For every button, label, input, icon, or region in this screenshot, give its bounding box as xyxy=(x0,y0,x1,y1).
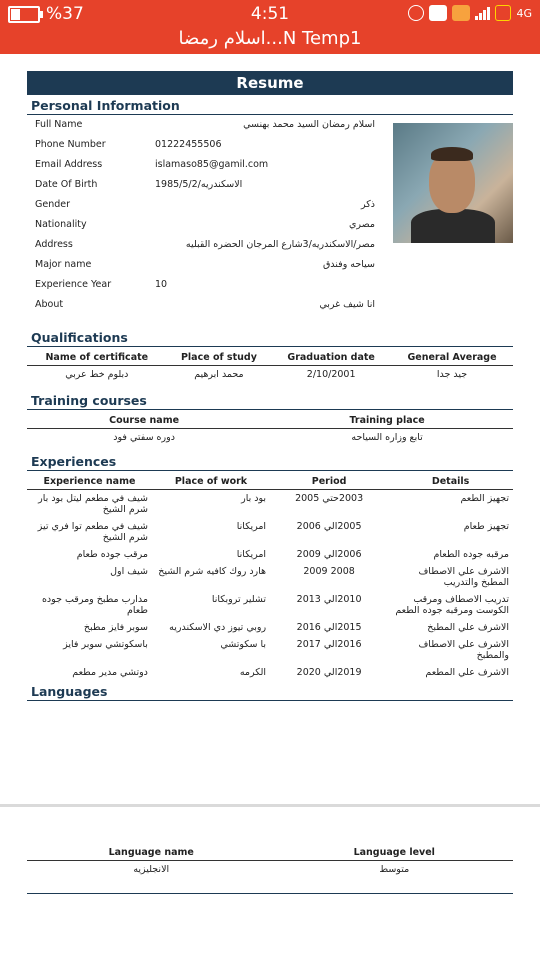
column-header: Place of work xyxy=(152,471,270,490)
table-cell: تجهيز الطعم xyxy=(460,493,509,504)
table-header-row xyxy=(27,410,513,429)
table-header-row xyxy=(27,471,513,490)
network-type: 4G xyxy=(516,6,532,20)
table-row xyxy=(27,490,513,519)
table-row xyxy=(27,861,513,886)
table-cell: 2016الي 2017 xyxy=(296,639,362,650)
table-cell: هارد روك كافيه شرم الشيخ xyxy=(158,566,267,577)
field-label: Experience Year xyxy=(35,279,112,290)
battery-percent: %37 xyxy=(46,4,84,24)
resume-document xyxy=(27,71,513,701)
field-label: Nationality xyxy=(35,219,87,230)
field-label: Gender xyxy=(35,199,71,210)
table-cell: سوبر فايز مطبخ xyxy=(83,622,148,633)
column-header: Course name xyxy=(27,410,261,429)
column-header: General Average xyxy=(391,347,513,366)
column-header: Period xyxy=(270,471,388,490)
field-value: سياحه وفندق xyxy=(322,259,375,270)
field-label: Date Of Birth xyxy=(35,179,98,190)
document-title: N Temp1...اسلام رمضا xyxy=(178,28,362,49)
table-row xyxy=(27,619,513,636)
table-cell: الانجليزيه xyxy=(133,864,170,875)
table-cell: تابع وزاره السياحه xyxy=(351,432,423,443)
table-cell: 2005الي 2006 xyxy=(296,521,362,532)
languages-heading: Languages xyxy=(27,681,513,701)
table-row xyxy=(27,366,513,391)
table-header-row xyxy=(27,842,513,861)
field-label: About xyxy=(35,299,64,310)
field-label: Phone Number xyxy=(35,139,106,150)
table-cell: 2003حتي 2005 xyxy=(295,493,364,504)
field-value: 1985/5/2/الاسكندريه xyxy=(155,179,243,190)
field-value: islamaso85@gamil.com xyxy=(155,159,269,170)
field-label: Email Address xyxy=(35,159,103,170)
table-cell: 2008 2009 xyxy=(303,566,355,577)
table-cell: 2010الي 2013 xyxy=(296,594,362,605)
table-cell: 2019الي 2020 xyxy=(296,667,362,678)
table-cell: 2/10/2001 xyxy=(306,369,356,380)
table-row xyxy=(27,636,513,664)
experiences-heading: Experiences xyxy=(27,451,513,471)
field-value: ذكر xyxy=(361,199,375,210)
page-break xyxy=(0,804,540,807)
table-cell: با سكوتشي xyxy=(220,639,267,650)
etisalat-icon xyxy=(495,5,511,21)
table-cell: 2015الي 2016 xyxy=(296,622,362,633)
orange-app-icon xyxy=(452,5,470,21)
table-cell: الاشرف علي المطبخ xyxy=(427,622,509,633)
table-cell: مرقبه جوده الطعام xyxy=(433,549,509,560)
youtube-icon xyxy=(429,5,447,21)
experiences-table xyxy=(27,471,513,681)
table-cell: تجهيز طعام xyxy=(463,521,509,532)
signal-icon xyxy=(475,6,490,20)
profile-photo xyxy=(393,123,513,243)
table-row xyxy=(27,591,513,619)
status-bar xyxy=(0,0,540,54)
field-value: 10 xyxy=(155,279,168,290)
personal-row xyxy=(35,275,505,295)
field-value: انا شيف غربي xyxy=(319,299,375,310)
column-header: Experience name xyxy=(27,471,152,490)
column-header: Training place xyxy=(261,410,513,429)
resume-banner: Resume xyxy=(27,71,513,95)
table-cell: شيف في مطعم ليتل بود بار شرم الشيخ xyxy=(38,493,148,515)
table-cell: امريكانا xyxy=(236,521,267,532)
field-value: مصر/الاسكندريه/3شارع المرجان الحضره القبليه xyxy=(185,239,375,250)
field-value: اسلام رمضان السيد محمد بهنسي xyxy=(243,119,375,130)
column-header: Graduation date xyxy=(271,347,391,366)
status-icons xyxy=(408,5,532,21)
table-cell: دوتشي مدير مطعم xyxy=(72,667,148,678)
table-cell: دبلوم خط عربي xyxy=(65,369,129,380)
column-header: Details xyxy=(388,471,513,490)
training-heading: Training courses xyxy=(27,390,513,410)
table-cell: روبي تيوز دي الاسكندريه xyxy=(169,622,267,633)
field-label: Address xyxy=(35,239,73,250)
table-cell: جيد جدا xyxy=(436,369,468,380)
column-header: Language name xyxy=(27,842,275,861)
table-cell: بود بار xyxy=(241,493,267,504)
table-cell: الاشرف علي الاصطاف والمطبخ xyxy=(418,639,509,661)
table-cell: متوسط xyxy=(379,864,410,875)
section-end-line xyxy=(27,885,513,894)
table-cell: دوره سفتي فود xyxy=(113,432,175,443)
table-row xyxy=(27,546,513,563)
field-label: Major name xyxy=(35,259,92,270)
table-cell: شيف في مطعم توا فري تيز شرم الشيخ xyxy=(37,521,148,543)
table-cell: تدريب الاصطاف ومرقب الكوست ومرقبه جوده الطعم xyxy=(395,594,509,616)
table-cell: شيف اول xyxy=(110,566,148,577)
table-cell: محمد ابرهيم xyxy=(194,369,244,380)
table-cell: الاشرف علي الاصطاف المطبخ والتدريب xyxy=(418,566,509,588)
field-label: Full Name xyxy=(35,119,83,130)
table-cell: تشلير تروبكانا xyxy=(211,594,267,605)
personal-info xyxy=(27,115,513,327)
table-row xyxy=(27,429,513,452)
table-cell: 2006الي 2009 xyxy=(296,549,362,560)
share-icon xyxy=(408,5,424,21)
qualifications-table xyxy=(27,347,513,390)
table-cell: الكرمه xyxy=(239,667,267,678)
personal-row xyxy=(35,255,505,275)
table-cell: مدارب مطبخ ومرقب جوده طعام xyxy=(41,594,148,616)
table-cell: باسكوتشي سوبر فايز xyxy=(63,639,148,650)
languages-section xyxy=(27,842,513,894)
column-header: Language level xyxy=(275,842,513,861)
column-header: Name of certificate xyxy=(27,347,167,366)
qualifications-heading: Qualifications xyxy=(27,327,513,347)
table-header-row xyxy=(27,347,513,366)
table-cell: الاشرف علي المطعم xyxy=(425,667,509,678)
column-header: Place of study xyxy=(167,347,272,366)
personal-heading: Personal Information xyxy=(27,95,513,115)
field-value: مصري xyxy=(348,219,375,230)
languages-table xyxy=(27,842,513,885)
table-cell: مرقب جوده طعام xyxy=(76,549,148,560)
personal-row xyxy=(35,295,505,315)
field-value: 01222455506 xyxy=(155,139,222,150)
clock: 4:51 xyxy=(250,4,290,24)
table-row xyxy=(27,563,513,591)
table-row xyxy=(27,518,513,546)
table-cell: امريكانا xyxy=(236,549,267,560)
training-table xyxy=(27,410,513,451)
table-row xyxy=(27,664,513,681)
